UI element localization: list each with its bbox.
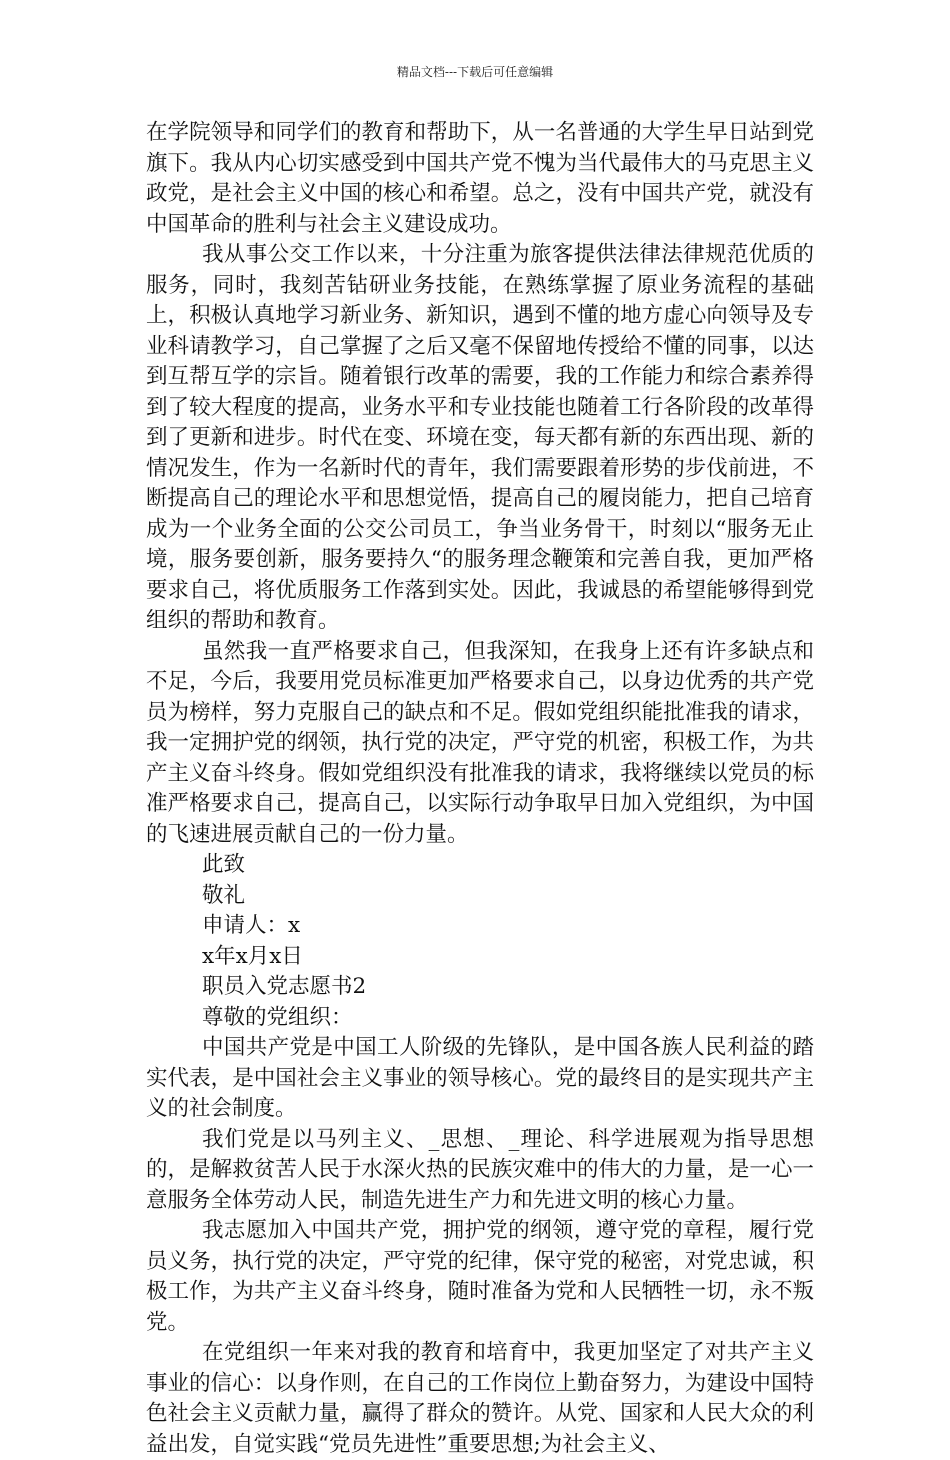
paragraph: 在学院领导和同学们的教育和帮助下，从一名普通的大学生早日站到党旗下。我从内心切实感受到中国共产党不愧为当代最伟大的马克思主义政党，是社会主义中国的核心和希望。总之，没有中国共产党，就没有中国革命的胜利与社会主义建设成功。 <box>146 120 814 237</box>
closing-line: 敬礼 <box>202 882 246 908</box>
closing-line: 此致 <box>202 852 246 877</box>
document-body <box>146 118 814 1460</box>
paragraph: 虽然我一直严格要求自己，但我深知，在我身上还有许多缺点和不足，今后，我要用党员标准更加严格要求自己，以身边优秀的共产党员为榜样，努力克服自己的缺点和不足。假如党组织能批准我的请求，我一定拥护党的纲领，执行党的决定，严守党的机密，积极工作，为共产主义奋斗终身。假如党组织没有批准我的请求，我将继续以党员的标准严格要求自己，提高自己，以实际行动争取早日加入党组织，为中国的飞速进展贡献自己的一份力量。 <box>146 638 814 847</box>
paragraph: 我从事公交工作以来，十分注重为旅客提供法律法律规范优质的服务，同时，我刻苦钻研业务技能，在熟练掌握了原业务流程的基础上，积极认真地学习新业务、新知识，遇到不懂的地方虚心向领导及专业科请教学习，自己掌握了之后又毫不保留地传授给不懂的同事，以达到互帮互学的宗旨。随着银行改革的需要，我的工作能力和综合素养得到了较大程度的提高，业务水平和专业技能也随着工行各阶段的改革得到了更新和进步。时代在变、环境在变，每天都有新的东西出现、新的情况发生，作为一名新时代的青年，我们需要跟着形势的步伐前进，不断提高自己的理论水平和思想觉悟，提高自己的履岗能力，把自己培育成为一个业务全面的公交公司员工，争当业务骨干，时刻以“服务无止境，服务要创新，服务要持久“的服务理念鞭策和完善自我，更加严格要求自己，将优质服务工作落到实处。因此，我诚恳的希望能够得到党组织的帮助和教育。 <box>146 242 814 633</box>
paragraph: 在党组织一年来对我的教育和培育中，我更加坚定了对共产主义事业的信心：以身作则，在自己的工作岗位上勤奋努力，为建设中国特色社会主义贡献力量，赢得了群众的赞许。从党、国家和人民大众的利益出发，自觉实践“党员先进性”重要思想;为社会主义、 <box>146 1340 814 1457</box>
section-title: 职员入党志愿书2 <box>202 974 367 999</box>
applicant-line: 申请人：x <box>202 913 301 938</box>
salutation: 尊敬的党组织： <box>202 1004 353 1030</box>
page-header: 精品文档---下载后可任意编辑 <box>396 65 554 79</box>
paragraph: 我们党是以马列主义、_思想、_理论、科学进展观为指导思想的，是解救贫苦人民于水深火热的民族灾难中的伟大的力量，是一心一意服务全体劳动人民，制造先进生产力和先进文明的核心力量。 <box>146 1126 814 1213</box>
date-line: x年x月x日 <box>202 943 303 969</box>
paragraph: 中国共产党是中国工人阶级的先锋队，是中国各族人民利益的踏实代表，是中国社会主义事业的领导核心。党的最终目的是实现共产主义的社会制度。 <box>146 1035 814 1121</box>
paragraph: 我志愿加入中国共产党，拥护党的纲领，遵守党的章程，履行党员义务，执行党的决定，严守党的纪律，保守党的秘密，对党忠诚，积极工作，为共产主义奋斗终身，随时准备为党和人民牺牲一切，永不叛党。 <box>146 1218 814 1335</box>
